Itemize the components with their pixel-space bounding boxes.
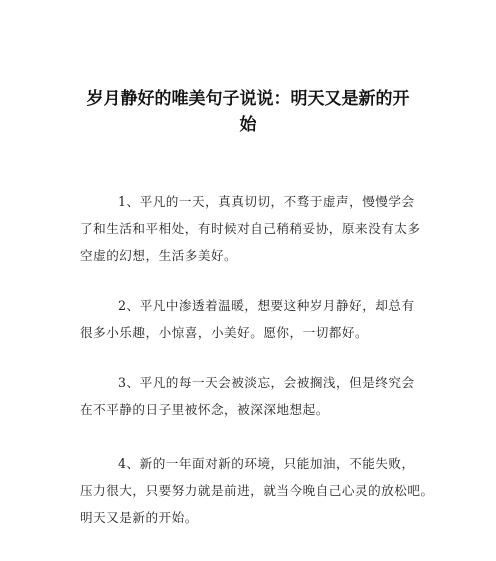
- paragraph-2: [80, 292, 425, 346]
- paragraph-3: [80, 369, 425, 423]
- paragraph-line: 压力很大，只要努力就是前进，就当今晚自己心灵的放松吧。: [80, 483, 434, 498]
- title-line-2: 始: [239, 115, 257, 135]
- paragraph-line: 明天又是新的开始。: [80, 510, 198, 525]
- document-title: [60, 86, 436, 138]
- paragraph-line: 空虚的幻想，生活多美好。: [80, 248, 238, 263]
- paragraph-1: [80, 188, 425, 269]
- paragraph-line: 很多小乐趣，小惊喜，小美好。愿你，一切都好。: [80, 325, 369, 340]
- paragraph-4: [80, 450, 434, 531]
- paragraph-line: 在不平静的日子里被怀念，被深深地想起。: [80, 402, 329, 417]
- paragraph-line: 2、平凡中渗透着温暖，想要这种岁月静好，却总有: [118, 298, 415, 313]
- paragraph-line: 了和生活和平相处，有时候对自己稍稍妥协，原来没有太多: [80, 221, 421, 236]
- paragraph-line: 1、平凡的一天，真真切切，不骛于虚声，慢慢学会: [118, 194, 415, 209]
- title-line-1: 岁月静好的唯美句子说说：明天又是新的开: [86, 89, 410, 109]
- paragraph-line: 4、新的一年面对新的环境，只能加油，不能失败，: [118, 456, 415, 471]
- paragraph-line: 3、平凡的每一天会被淡忘，会被搁浅，但是终究会: [118, 375, 415, 390]
